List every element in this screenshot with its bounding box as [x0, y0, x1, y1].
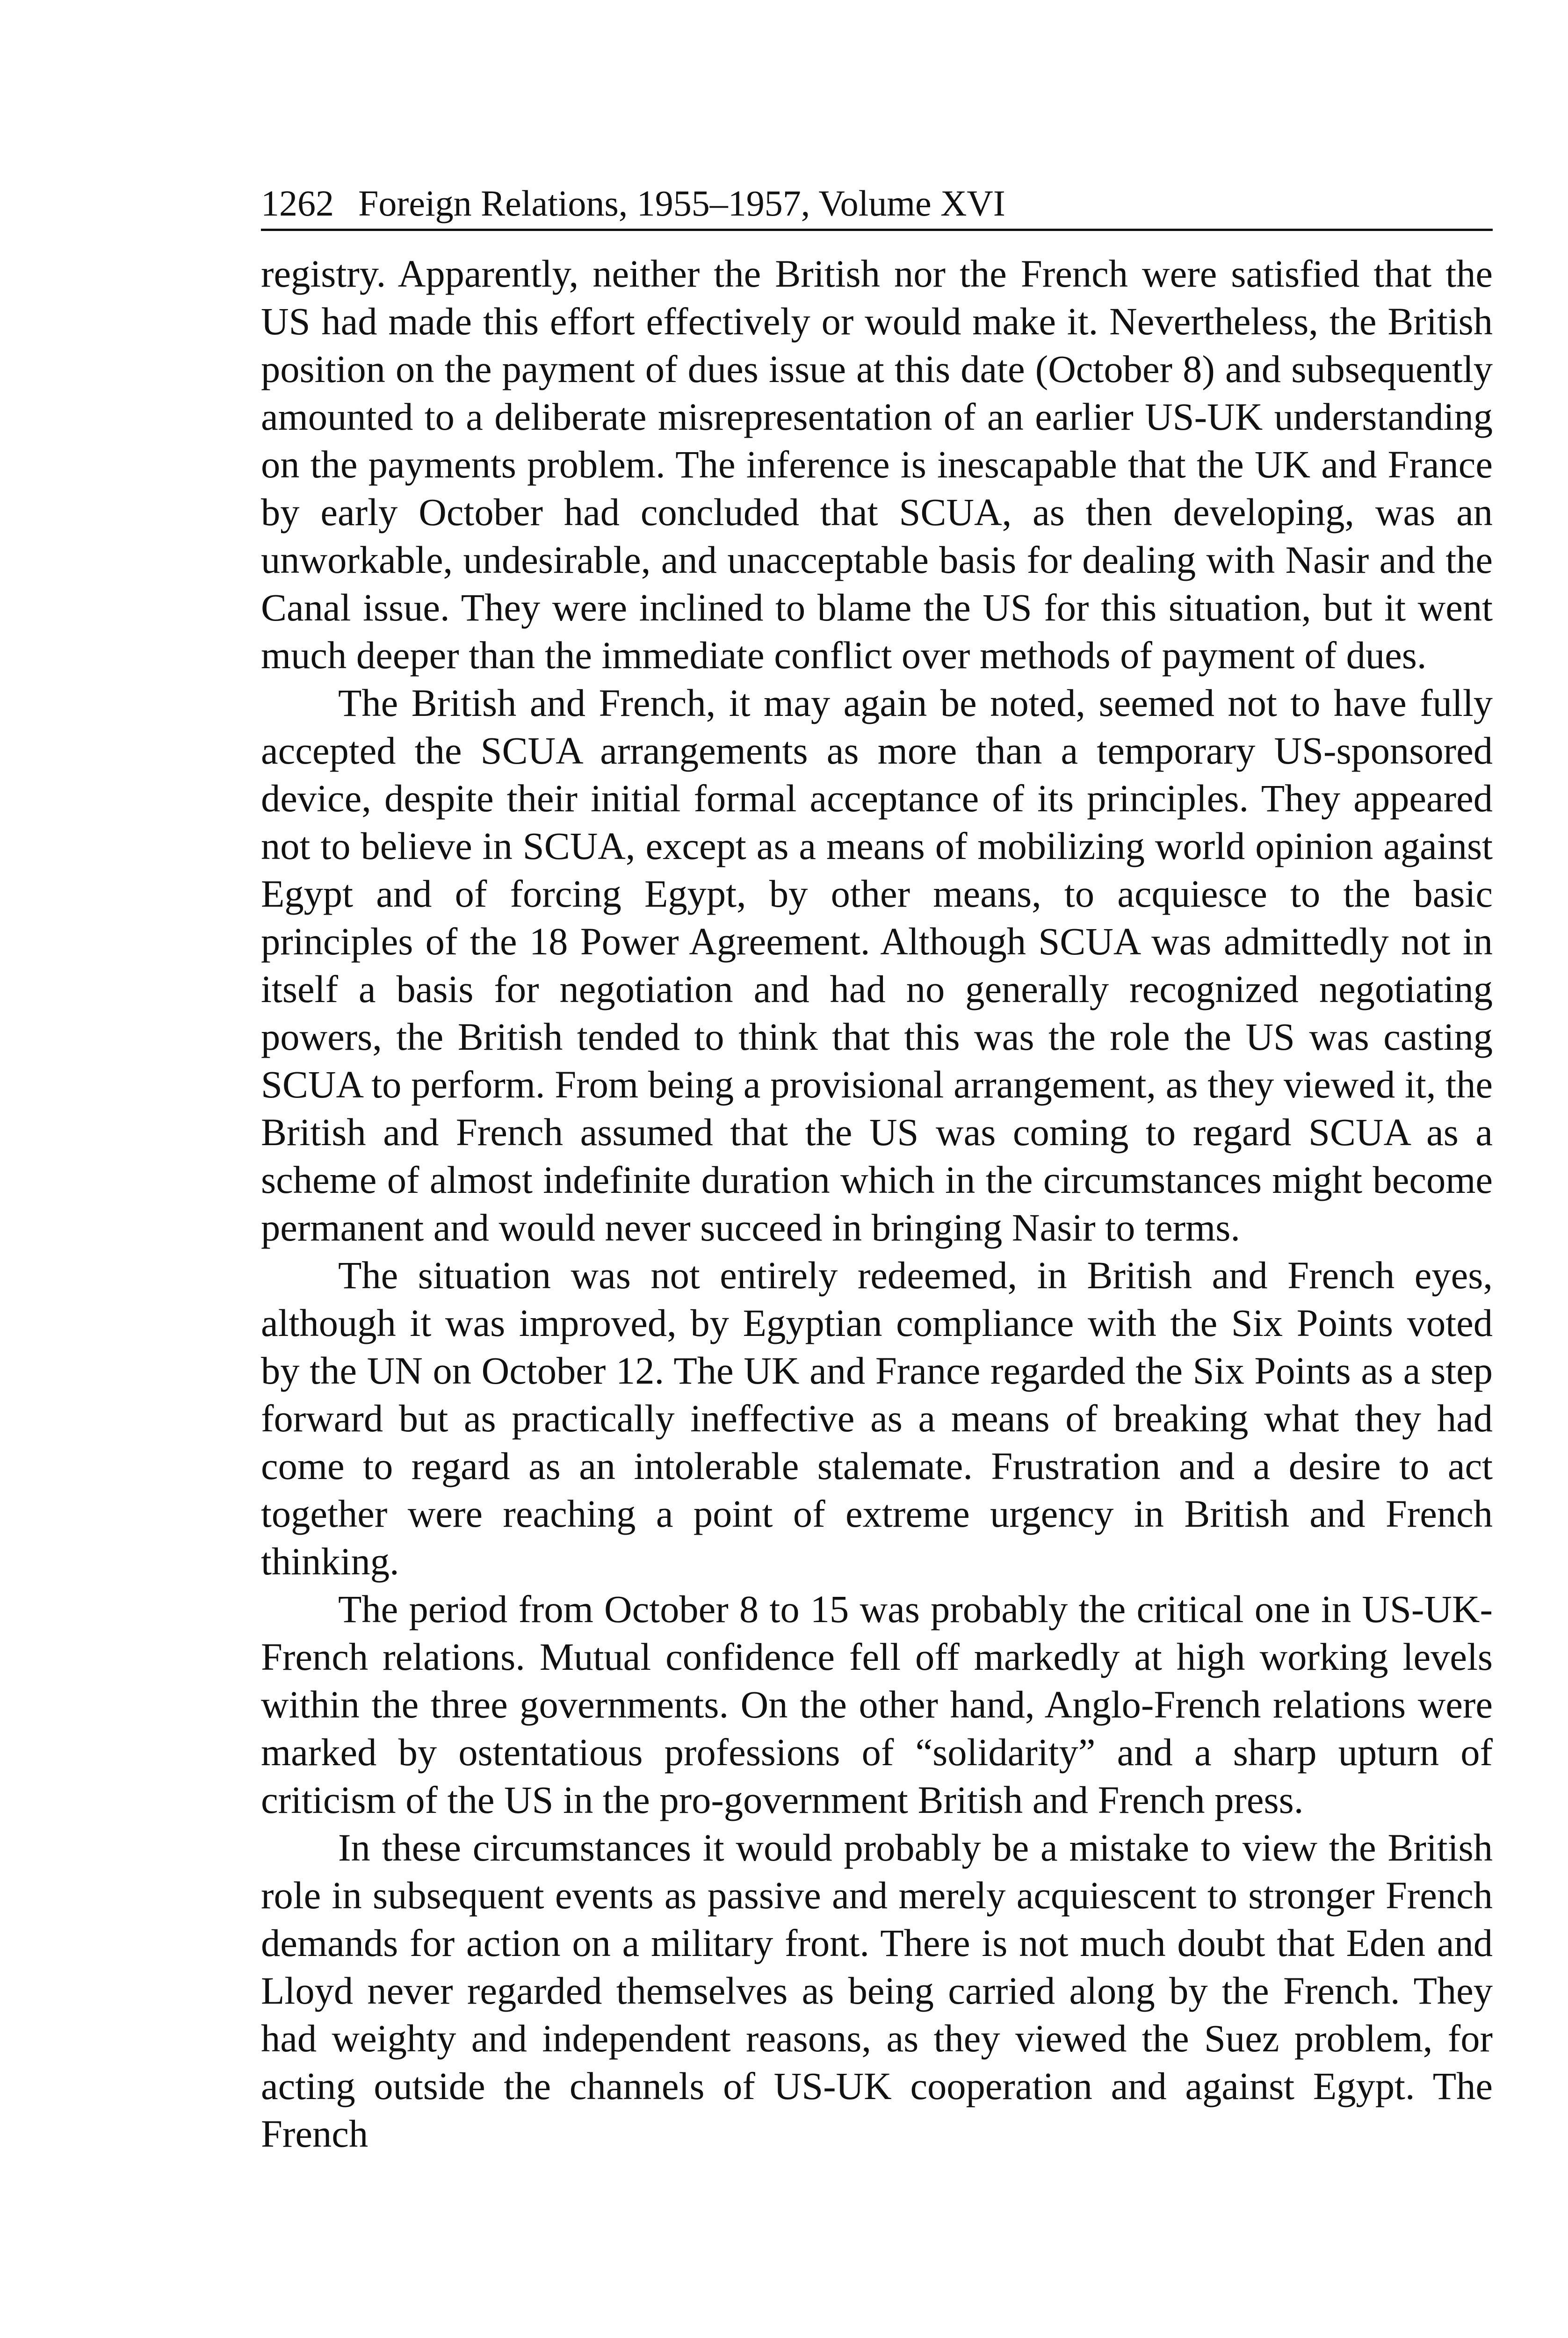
paragraph: The British and French, it may again be noted, seemed not to have fully accepted the SCUA arrangements as more than a temporary US-sponsored device, despite their initial formal acceptance of its principles. They appeared not to believe in SCUA, except as a means of mobilizing world opinion against Egypt and of forcing Egypt, by other means, to acquiesce to the basic principles of the 18 Power Agreement. Although SCUA was admittedly not in itself a basis for negotiation and had no generally recognized negotiating powers, the British tended to think that this was the role the US was casting SCUA to perform. From being a provisional arrangement, as they viewed it, the British and French assumed that the US was coming to regard SCUA as a scheme of almost indefinite duration which in the circumstances might become permanent and would never succeed in bringing Nasir to terms. — [261, 681, 1493, 1249]
body-text — [261, 250, 1493, 2158]
paragraph: The situation was not entirely redeemed, in British and French eyes, although it was improved, by Egyptian compliance with the Six Points voted by the UN on October 12. The UK and France regarded the Six Points as a step forward but as practically ineffective as a means of breaking what they had come to regard as an intolerable stalemate. Frustration and a desire to act together were reaching a point of extreme urgency in British and French thinking. — [261, 1254, 1493, 1583]
paragraph: The period from October 8 to 15 was probably the critical one in US-UK-French relations. Mutual confidence fell off markedly at high working levels within the three governments. On the other hand, Anglo-French relations were marked by ostentatious professions of “solidarity” and a sharp upturn of criticism of the US in the pro-government British and French press. — [261, 1588, 1493, 1821]
running-head — [261, 180, 1493, 231]
paragraph: In these circumstances it would probably be a mistake to view the British role in subsequent events as passive and merely acquiescent to stronger French demands for action on a military front. There is not much doubt that Eden and Lloyd never regarded themselves as being carried along by the French. They had weighty and independent reasons, as they viewed the Suez problem, for acting outside the channels of US-UK cooperation and against Egypt. The French — [261, 1826, 1493, 2155]
page-number: 1262 — [261, 183, 334, 224]
document-page — [261, 180, 1493, 2158]
paragraph-continued: registry. Apparently, neither the British nor the French were satisfied that the US had made this effort effectively or would make it. Nevertheless, the British position on the payment of dues issue at this date (October 8) and subsequently amounted to a deliberate misrepresentation of an earlier US-UK understanding on the payments problem. The inference is inescapable that the UK and France by early October had concluded that SCUA, as then developing, was an unworkable, undesirable, and unacceptable basis for dealing with Nasir and the Canal issue. They were inclined to blame the US for this situation, but it went much deeper than the immediate conflict over methods of payment of dues. — [261, 252, 1493, 677]
running-title: Foreign Relations, 1955–1957, Volume XVI — [358, 183, 1005, 224]
